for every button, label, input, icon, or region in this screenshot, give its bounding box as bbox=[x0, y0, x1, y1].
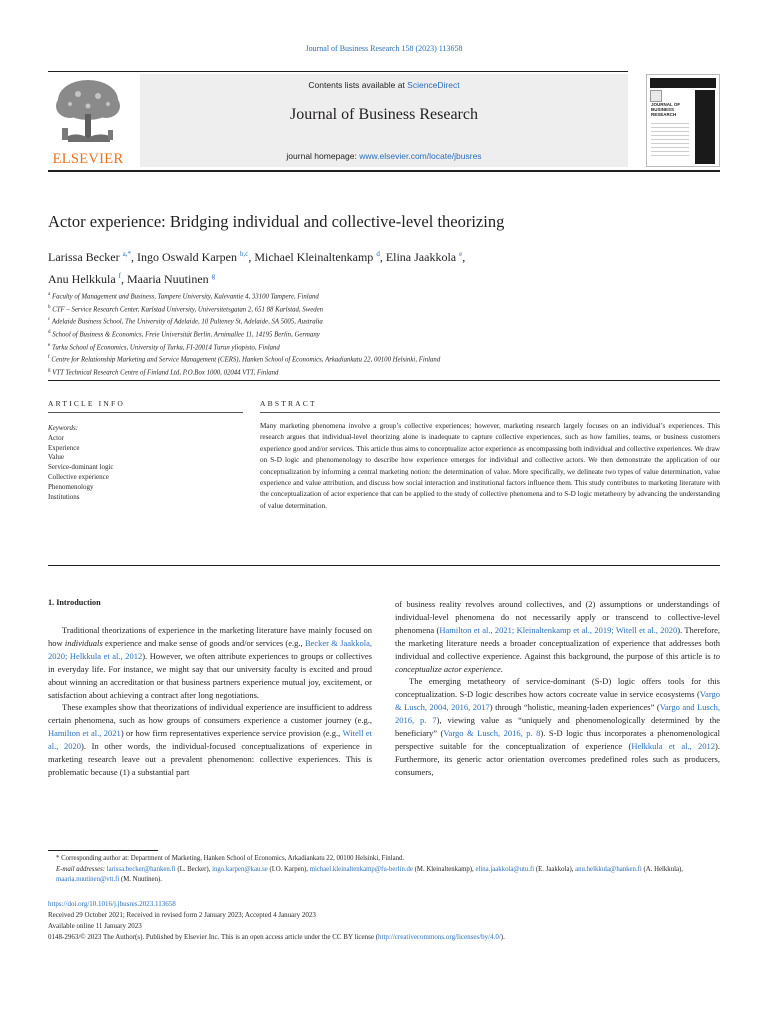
cover-title: JOURNAL OF BUSINESS RESEARCH bbox=[651, 102, 681, 117]
article-info-heading: ARTICLE INFO bbox=[48, 399, 125, 408]
author-affil-sup[interactable]: g bbox=[211, 272, 216, 280]
affiliation-sup: f bbox=[48, 355, 50, 361]
elsevier-wordmark: ELSEVIER bbox=[52, 151, 124, 167]
divider bbox=[48, 565, 720, 566]
text-run: experience and make sense of goods and/or services (e.g., bbox=[102, 637, 305, 648]
abstract-heading: ABSTRACT bbox=[260, 399, 317, 408]
author-separator: , bbox=[379, 250, 386, 264]
license-text: 0148-2963/© 2023 The Author(s). Published by Elsevier Inc. This is an open access article under the CC BY license ( bbox=[48, 933, 379, 941]
citation-link[interactable]: Hamilton et al., 2021; Kleinaltenkamp et al., 2019; Witell et al., 2020 bbox=[439, 624, 678, 635]
journal-cover-thumbnail bbox=[646, 74, 720, 167]
affiliation-list bbox=[48, 290, 728, 379]
citation-link[interactable]: Witell et al., 2020 bbox=[48, 728, 372, 752]
affiliation bbox=[48, 353, 728, 366]
author-affil-sup[interactable]: d bbox=[376, 250, 380, 258]
cover-text-lines bbox=[651, 123, 689, 159]
license-suffix: ). bbox=[500, 933, 505, 941]
author-name: Maaria Nuutinen bbox=[127, 272, 209, 286]
citation-link[interactable]: Vargo and Lusch, 2016, p. 7 bbox=[395, 702, 721, 726]
author-separator: , bbox=[462, 250, 466, 264]
keyword: Experience bbox=[48, 443, 80, 452]
affiliation-text: Faculty of Management and Business, Tampere University, Kalevantie 4, 33100 Tampere, Finland bbox=[51, 293, 319, 301]
cover-side-column bbox=[695, 90, 715, 164]
affiliation-sup: c bbox=[48, 317, 51, 323]
doi-link[interactable]: https://doi.org/10.1016/j.jbusres.2023.113658 bbox=[48, 900, 176, 908]
affiliation-sup: a bbox=[48, 292, 51, 297]
text-run: ), viewing value as “uniquely and phenomenologically determined by the beneficiary” ( bbox=[395, 715, 721, 739]
keyword: Collective experience bbox=[48, 472, 109, 481]
homepage-link[interactable]: www.elsevier.com/locate/jbusres bbox=[359, 151, 482, 161]
text-run: ). However, we often attribute experiences to groups or collectives in everyday life. For instance, we might say that our university faculty is excited and proud about winning an accreditation or that business partners experience mutual joy, excitement, or satisfaction about achieving a contract after long negotiations. bbox=[48, 650, 372, 700]
abstract-text: Many marketing phenomena involve a group’s collective experiences; however, marketing research largely focuses on an individual’s experiences. This research argues that individual-level theorizing alone is inadequate to capture collective experiences, such as how families, teams, or business customers experience good and/or services. This article thus aims to conceptualize actor experience as encompassing both individual and collective experiences. We draw on S-D logic and phenomenology to describe how experience emerges for individual and collective actors. We then demonstrate the application of our conceptualization by informing a central marketing notion: the determination of value. More specifically, we delineate two types of value determination, value experience and value attribution, and discuss how social interaction and institutional factors influence them. This study contributes to marketing literature with the conceptualization of actor experience that can be applied to the study of collective phenomena and to S-D logic metatheory by advancing the understanding of value determination. bbox=[260, 422, 720, 510]
corresponding-author-note: * Corresponding author at: Department of Marketing, Hanken School of Economics, Arkadiankatu 22, 00100 Helsinki, Finland. bbox=[56, 855, 405, 862]
journal-banner bbox=[140, 74, 628, 167]
email-link[interactable]: anu.helkkula@hanken.fi bbox=[575, 865, 642, 873]
affiliation bbox=[48, 290, 728, 303]
text-run: These examples show that theorizations of individual experience are insufficient to address certain phenomena, such as how groups of consumers experience a customer journey (e.g., bbox=[48, 702, 372, 726]
author-separator: , bbox=[131, 250, 137, 264]
text-run: ). Furthermore, its generic actor orientation overcomes predefined roles such as producers, consumers, bbox=[395, 740, 720, 777]
citation-link[interactable]: Becker & Jaakkola, 2020; Helkkula et al., 2012 bbox=[48, 637, 373, 661]
affiliation-sup: b bbox=[48, 304, 51, 310]
email-owner: (M. Kleinaltenkamp), bbox=[412, 865, 476, 873]
citation-link[interactable]: Helkkula et al., 2012 bbox=[631, 740, 716, 751]
affiliation-sup: d bbox=[48, 330, 51, 336]
text-run: The emerging metatheory of service-dominant (S-D) logic offers tools for this conceptualization. S-D logic describes how actors cocreate value in service ecosystems ( bbox=[395, 676, 720, 700]
emphasis-text: to conceptualize actor experience bbox=[395, 650, 720, 674]
affiliation-text: Adelaide Business School, The University of Adelaide, 10 Pulteney St, Adelaide, SA 5005, Australia bbox=[51, 318, 323, 326]
affiliation-text: Centre for Relationship Marketing and Service Management (CERS), Hanken School of Economics, Arkadiankatu 22, 00100 Helsinki, Finland bbox=[51, 356, 441, 364]
citation-link[interactable]: Hamilton et al., 2021 bbox=[48, 728, 121, 739]
paragraph bbox=[48, 624, 372, 701]
paragraph bbox=[48, 701, 372, 778]
email-link[interactable]: larissa.becker@hanken.fi bbox=[106, 865, 176, 873]
footnotes bbox=[48, 854, 720, 886]
cover-emblem bbox=[650, 90, 662, 102]
affiliation-text: CTF – Service Research Center, Karlstad University, Universitetsgatan 2, 651 88 Karlstad, Sweden bbox=[52, 305, 324, 313]
author-affil-sup[interactable]: b,c bbox=[239, 250, 249, 258]
online-date: Available online 11 January 2023 bbox=[48, 922, 142, 930]
text-run: ). S-D logic thus incorporates a phenomenological perspective suitable for the conceptualization of experience ( bbox=[395, 728, 720, 751]
affiliation-sup: e bbox=[48, 342, 51, 348]
contents-line bbox=[140, 80, 628, 90]
email-owner: (I.O. Karpen), bbox=[267, 865, 310, 873]
article-title: Actor experience: Bridging individual and collective-level theorizing bbox=[48, 212, 505, 231]
divider bbox=[260, 412, 720, 413]
cover-band bbox=[650, 78, 716, 88]
author-name: Ingo Oswald Karpen bbox=[137, 250, 237, 264]
affiliation-sup: g bbox=[48, 368, 51, 374]
section-heading: 1. Introduction bbox=[48, 598, 101, 607]
email-addresses bbox=[48, 865, 720, 886]
affiliation-text: VTT Technical Research Centre of Finland Ltd, P.O.Box 1000, 02044 VTT, Finland bbox=[52, 369, 279, 377]
email-link[interactable]: michael.kleinaltenkamp@fu-berlin.de bbox=[309, 865, 413, 873]
text-run: of business reality revolves around collectives, and (2) assumptions or understandings of individual-level phenomena do not necessarily apply or transcend to collective-level phenomena ( bbox=[395, 599, 720, 635]
header-rule-top bbox=[48, 71, 628, 72]
affiliation bbox=[48, 366, 728, 379]
keywords-list bbox=[48, 424, 114, 502]
body-column-right bbox=[395, 598, 720, 779]
email-label: E-mail addresses: bbox=[56, 865, 107, 873]
text-run: ) through “holistic, meaning-laden experiences” ( bbox=[489, 702, 660, 713]
text-run: Traditional theorizations of experience in the marketing literature have mainly focused on how bbox=[48, 625, 372, 648]
email-link[interactable]: maaria.nuutinen@vtt.fi bbox=[56, 876, 120, 884]
author-separator: , bbox=[121, 272, 127, 286]
homepage-line bbox=[140, 151, 628, 161]
author-list bbox=[48, 245, 728, 289]
author-affil-sup[interactable]: a,* bbox=[122, 250, 131, 258]
email-owner: (E. Jaakkola), bbox=[534, 865, 576, 873]
author-affil-sup[interactable]: f bbox=[118, 272, 121, 280]
citation-link[interactable]: Vargo & Lusch, 2016, p. 8 bbox=[443, 728, 541, 739]
author-name: Michael Kleinaltenkamp bbox=[254, 250, 374, 264]
email-owner: (A. Helkkula), bbox=[641, 865, 683, 873]
paragraph bbox=[395, 675, 720, 778]
keywords-label: Keywords: bbox=[48, 424, 79, 432]
sciencedirect-link[interactable]: ScienceDirect bbox=[407, 80, 460, 90]
email-owner: (M. Nuutinen). bbox=[119, 876, 162, 884]
text-run: ) or how firm representatives experience service provision (e.g., bbox=[120, 728, 343, 739]
affiliation bbox=[48, 315, 728, 328]
text-run: . bbox=[500, 663, 503, 674]
author-name: Anu Helkkula bbox=[48, 272, 116, 286]
text-run: ). Therefore, the marketing literature needs a broader conceptualization of experience that addresses both individual and collective experience. Against this background, the purpose of this article is bbox=[395, 624, 720, 661]
email-list bbox=[56, 866, 683, 884]
email-link[interactable]: elina.jaakkola@utu.fi bbox=[475, 865, 535, 873]
affiliation-text: School of Business & Economics, Freie Universität Berlin, Arnimallee 11, 14195 Berlin, Germany bbox=[52, 331, 320, 339]
author-name: Larissa Becker bbox=[48, 250, 120, 264]
footnote-rule bbox=[48, 850, 158, 851]
journal-citation-link[interactable]: Journal of Business Research 158 (2023) 113658 bbox=[305, 44, 463, 53]
body-column-left bbox=[48, 624, 372, 779]
author-separator: , bbox=[248, 250, 255, 264]
author-name: Elina Jaakkola bbox=[385, 250, 457, 264]
keyword: Actor bbox=[48, 433, 64, 442]
citation-link[interactable]: Vargo & Lusch, 2004, 2016, 2017 bbox=[395, 689, 720, 713]
keyword: Value bbox=[48, 453, 64, 462]
contents-prefix: Contents lists available at bbox=[308, 80, 408, 90]
header-rule-bottom bbox=[48, 170, 720, 172]
keyword: Phenomenology bbox=[48, 482, 94, 491]
affiliation-text: Turku School of Economics, University of Turku, FI-20014 Turun yliopisto, Finland bbox=[51, 343, 280, 351]
keyword: Institutions bbox=[48, 492, 80, 501]
license-link[interactable]: http://creativecommons.org/licenses/by/4.0/ bbox=[378, 933, 501, 941]
journal-name: Journal of Business Research bbox=[290, 106, 478, 123]
received-dates: Received 29 October 2021; Received in revised form 2 January 2023; Accepted 4 January 2023 bbox=[48, 911, 316, 919]
article-metadata bbox=[48, 899, 720, 943]
license-line bbox=[48, 932, 720, 943]
paragraph bbox=[395, 598, 720, 675]
email-link[interactable]: ingo.karpen@kau.se bbox=[212, 865, 268, 873]
affiliation bbox=[48, 328, 728, 341]
text-run: ). In other words, the individual-focused conceptualizations of experience in marketing research leave out a prevalent phenomenon: collective experiences. This is problematic because (1) a substantial part bbox=[48, 741, 372, 777]
keyword: Service-dominant logic bbox=[48, 463, 114, 472]
divider bbox=[48, 412, 243, 413]
email-owner: (L. Becker), bbox=[175, 865, 213, 873]
emphasis-text: individuals bbox=[64, 637, 103, 648]
affiliation bbox=[48, 303, 728, 316]
affiliation bbox=[48, 341, 728, 354]
author-affil-sup[interactable]: e bbox=[459, 250, 463, 258]
homepage-prefix: journal homepage: bbox=[286, 151, 360, 161]
divider bbox=[48, 380, 720, 381]
